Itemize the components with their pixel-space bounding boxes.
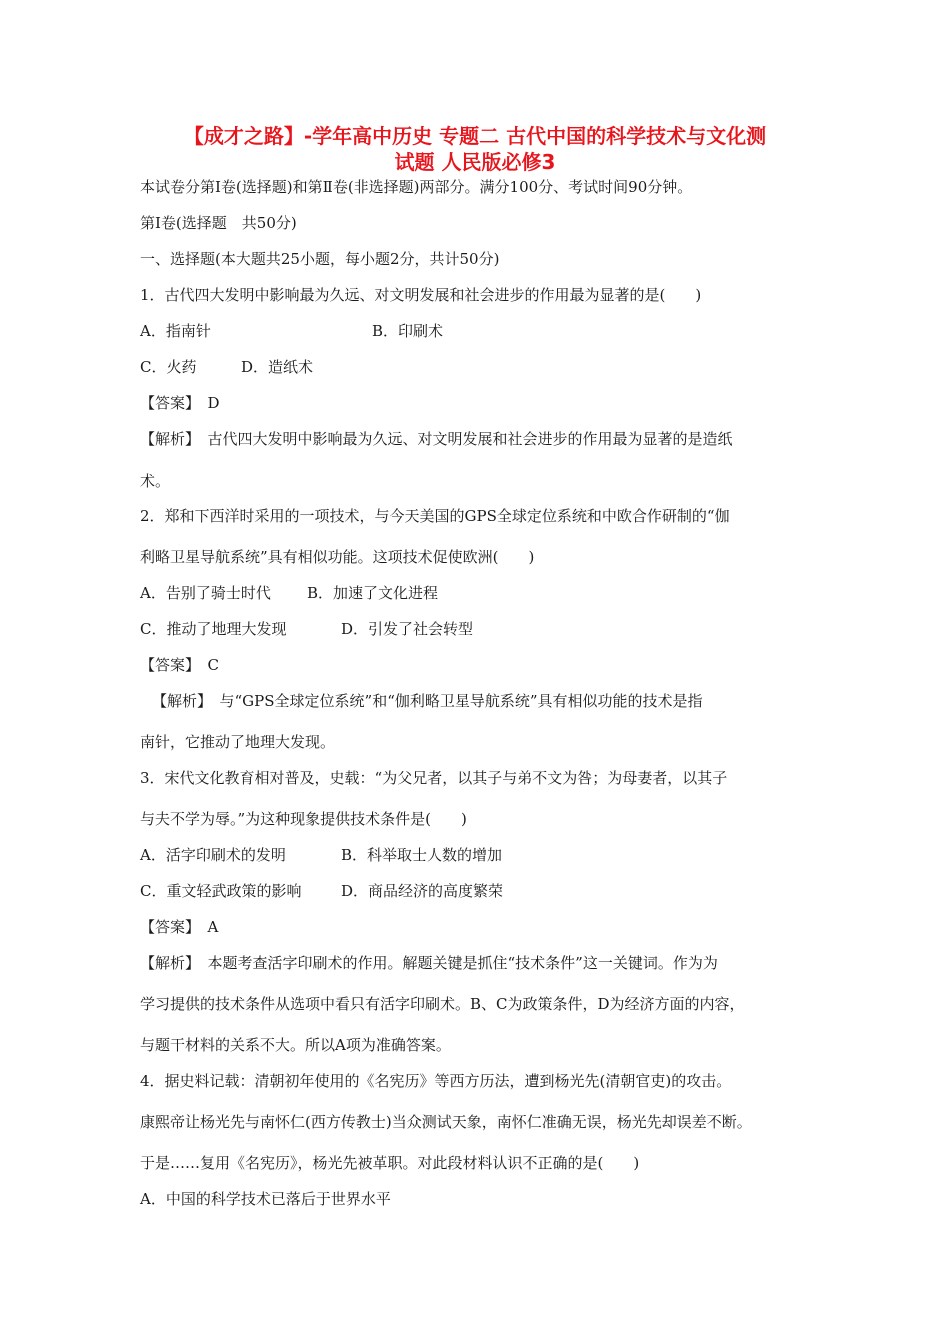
- question-3-option-c: C．重文轻武政策的影响: [140, 882, 302, 900]
- question-3-analysis-line-3: 与题干材料的关系不大。所以A项为准确答案。: [140, 1036, 451, 1054]
- section-heading: 一、选择题(本大题共25小题，每小题2分，共计50分): [140, 250, 500, 268]
- question-2-analysis-line-2: 南针，它推动了地理大发现。: [140, 733, 336, 751]
- question-3-option-b: B．科举取士人数的增加: [341, 846, 503, 864]
- question-2-option-d: D．引发了社会转型: [341, 620, 474, 638]
- question-3-stem-line-2: 与夫不学为辱。”为这种现象提供技术条件是( ): [140, 810, 467, 828]
- question-2-option-a: A．告别了骑士时代: [140, 584, 271, 602]
- question-3-option-a: A．活字印刷术的发明: [140, 846, 286, 864]
- question-3-analysis-line-2: 学习提供的技术条件从选项中看只有活字印刷术。B、C为政策条件，D为经济方面的内容，: [140, 995, 745, 1013]
- question-1-analysis-line-2: 术。: [140, 472, 171, 490]
- question-3-option-d: D．商品经济的高度繁荣: [341, 882, 504, 900]
- document-title-line-2: 试题 人民版必修3: [394, 150, 556, 174]
- question-2-options-row-1: [140, 583, 438, 603]
- question-2-stem-line-1: 2．郑和下西洋时采用的一项技术，与今天美国的GPS全球定位系统和中欧合作研制的“伽: [140, 507, 730, 525]
- question-4-stem-line-1: 4．据史料记载：清朝初年使用的《名宪历》等西方历法，遭到杨光先(清朝官吏)的攻击。: [140, 1072, 732, 1090]
- question-1-option-b: B．印刷术: [372, 322, 444, 340]
- question-1-option-c: C．火药: [140, 358, 197, 376]
- question-2-option-c: C．推动了地理大发现: [140, 620, 287, 638]
- question-2-options-row-2: [140, 619, 473, 639]
- question-3-stem-line-1: 3．宋代文化教育相对普及，史载：“为父兄者，以其子与弟不文为咎；为母妻者，以其子: [140, 769, 728, 787]
- question-2-stem-line-2: 利略卫星导航系统”具有相似功能。这项技术促使欧洲( ): [140, 548, 535, 566]
- question-2-answer: 【答案】 C: [140, 656, 219, 674]
- question-1-option-d: D．造纸术: [241, 358, 314, 376]
- question-2-option-b: B．加速了文化进程: [307, 584, 439, 602]
- question-1-option-a: A．指南针: [140, 322, 211, 340]
- question-3-options-row-2: [140, 881, 503, 901]
- question-1-options-row-1: [140, 321, 443, 341]
- question-1-options-row-2: [140, 357, 313, 377]
- question-4-option-a: A．中国的科学技术已落后于世界水平: [140, 1190, 391, 1208]
- question-2-analysis-line-1: 【解析】 与“GPS全球定位系统”和“伽利略卫星导航系统”具有相似功能的技术是指: [152, 692, 703, 710]
- question-1-answer: 【答案】 D: [140, 394, 220, 412]
- question-4-stem-line-2: 康熙帝让杨光先与南怀仁(西方传教士)当众测试天象，南怀仁准确无误，杨光先却误差不断。: [140, 1113, 752, 1131]
- question-1-analysis-line-1: 【解析】 古代四大发明中影响最为久远、对文明发展和社会进步的作用最为显著的是造纸: [140, 430, 733, 448]
- question-3-answer: 【答案】 A: [140, 918, 219, 936]
- document-title-line-1: 【成才之路】-学年高中历史 专题二 古代中国的科学技术与文化测: [183, 124, 767, 148]
- question-1-stem: 1．古代四大发明中影响最为久远、对文明发展和社会进步的作用最为显著的是( ): [140, 286, 702, 304]
- exam-intro: 本试卷分第Ⅰ卷(选择题)和第Ⅱ卷(非选择题)两部分。满分100分、考试时间90分钟。: [140, 178, 693, 196]
- part-heading: 第Ⅰ卷(选择题 共50分): [140, 214, 297, 232]
- question-3-options-row-1: [140, 845, 502, 865]
- question-4-stem-line-3: 于是……复用《名宪历》，杨光先被革职。对此段材料认识不正确的是( ): [140, 1154, 640, 1172]
- question-3-analysis-line-1: 【解析】 本题考查活字印刷术的作用。解题关键是抓住“技术条件”这一关键词。作为为: [140, 954, 718, 972]
